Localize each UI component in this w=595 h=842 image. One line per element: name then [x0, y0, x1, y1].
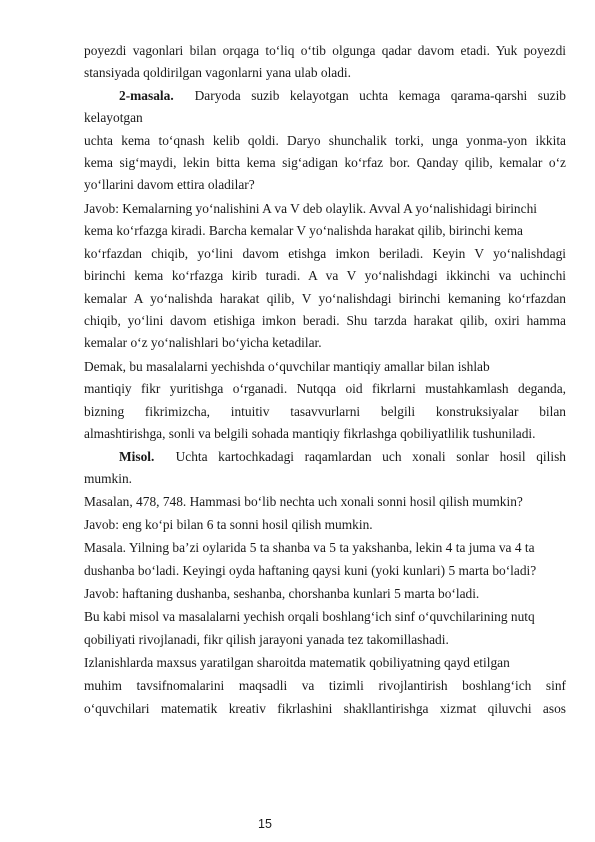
text-line: Javob: haftaning dushanba, seshanba, chorshanba kunlari 5 marta bo‘ladi.: [84, 586, 480, 601]
text-line: Uchta kartochkadagi raqamlardan uch xonali sonlar hosil qilish: [175, 449, 566, 464]
text-line: kemalar A yo‘nalishda harakat qilib, V yo‘nalishdagi birinchi kemaning ko‘rfazdan: [84, 291, 566, 306]
text-line: Izlanishlarda maxsus yaratilgan sharoitda matematik qobiliyatning qayd etilgan: [84, 655, 510, 670]
text-line: Javob: eng ko‘pi bilan 6 ta sonni hosil qilish mumkin.: [84, 517, 373, 532]
text-line: Masalan, 478, 748. Hammasi bo‘lib nechta uch xonali sonni hosil qilish mumkin?: [84, 494, 523, 509]
text-line: stansiyada qoldirilgan vagonlarni yana ulab oladi.: [84, 65, 351, 80]
text-line: bizning fikrimizcha, intuitiv tasavvurlarni belgili konstruksiyalar bilan: [84, 404, 566, 419]
text-line: ko‘rfazdan chiqib, yo‘lini davom etishga imkon beriladi. Keyin V yo‘nalishdagi: [84, 246, 566, 261]
text-line: qobiliyati rivojlanadi, fikr qilish jarayoni yanada tez takomillashadi.: [84, 632, 449, 647]
text-line: mumkin.: [84, 471, 132, 486]
text-line: uchta kema to‘qnash kelib qoldi. Daryo shunchalik torki, unga yonma-yon ikkita: [84, 133, 566, 148]
text-line: Bu kabi misol va masalalarni yechish orqali boshlang‘ich sinf o‘quvchilarining nutq: [84, 609, 535, 624]
text-line: Demak, bu masalalarni yechishda o‘quvchilar mantiqiy amallar bilan ishlab: [84, 359, 490, 374]
example-label: Misol.: [119, 449, 155, 464]
text-line: Daryoda suzib kelayotgan uchta kemaga qarama-qarshi suzib: [194, 88, 566, 103]
text-line: yo‘llarini davom ettira oladilar?: [84, 177, 255, 192]
text-line: o‘quvchilari matematik kreativ fikrlashini shakllantirishga xizmat qiluvchi asos: [84, 701, 566, 716]
problem-heading-line: [119, 85, 566, 107]
text-line: chiqib, yo‘lini davom etishiga imkon beradi. Shu tarzda harakat qilib, oxiri hamma: [84, 313, 566, 328]
text-line: kemalar o‘z yo‘nalishlari bo‘yicha ketadilar.: [84, 335, 322, 350]
text-line: almashtirishga, sonli va belgili sohada mantiqiy fikrlashga qobiliyatlilik tushuniladi.: [84, 426, 536, 441]
text-line: poyezdi vagonlari bilan orqaga to‘liq o‘tib olgunga qadar davom etadi. Yuk poyezdi: [84, 43, 566, 58]
text-line: mantiqiy fikr yuritishga o‘rganadi. Nutqqa oid fikrlarni mustahkamlash deganda,: [84, 381, 566, 396]
text-line: Masala. Yilning ba’zi oylarida 5 ta shanba va 5 ta yakshanba, lekin 4 ta juma va 4 ta: [84, 540, 535, 555]
page-number: 15: [258, 817, 272, 831]
example-heading-line: [119, 446, 566, 468]
text-line: birinchi kema ko‘rfazga kirib turadi. A va V yo‘nalishdagi ikkinchi va uchinchi: [84, 268, 566, 283]
text-line: Javob: Kemalarning yo‘nalishini A va V deb olaylik. Avval A yo‘nalishidagi birinchi: [84, 201, 537, 216]
text-line: kema ko‘rfazga kiradi. Barcha kemalar V yo‘nalishda harakat qilib, birinchi kema: [84, 223, 523, 238]
problem-label: 2-masala.: [119, 88, 174, 103]
text-line: muhim tavsifnomalarini maqsadli va tizimli rivojlantirish boshlang‘ich sinf: [84, 678, 566, 693]
text-line: kelayotgan: [84, 110, 143, 125]
text-line: dushanba bo‘ladi. Keyingi oyda haftaning qaysi kuni (yoki kunlari) 5 marta bo‘ladi?: [84, 563, 537, 578]
text-line: kema sig‘maydi, lekin bitta kema sig‘adigan ko‘rfaz bor. Qanday qilib, kemalar o‘z: [84, 155, 566, 170]
